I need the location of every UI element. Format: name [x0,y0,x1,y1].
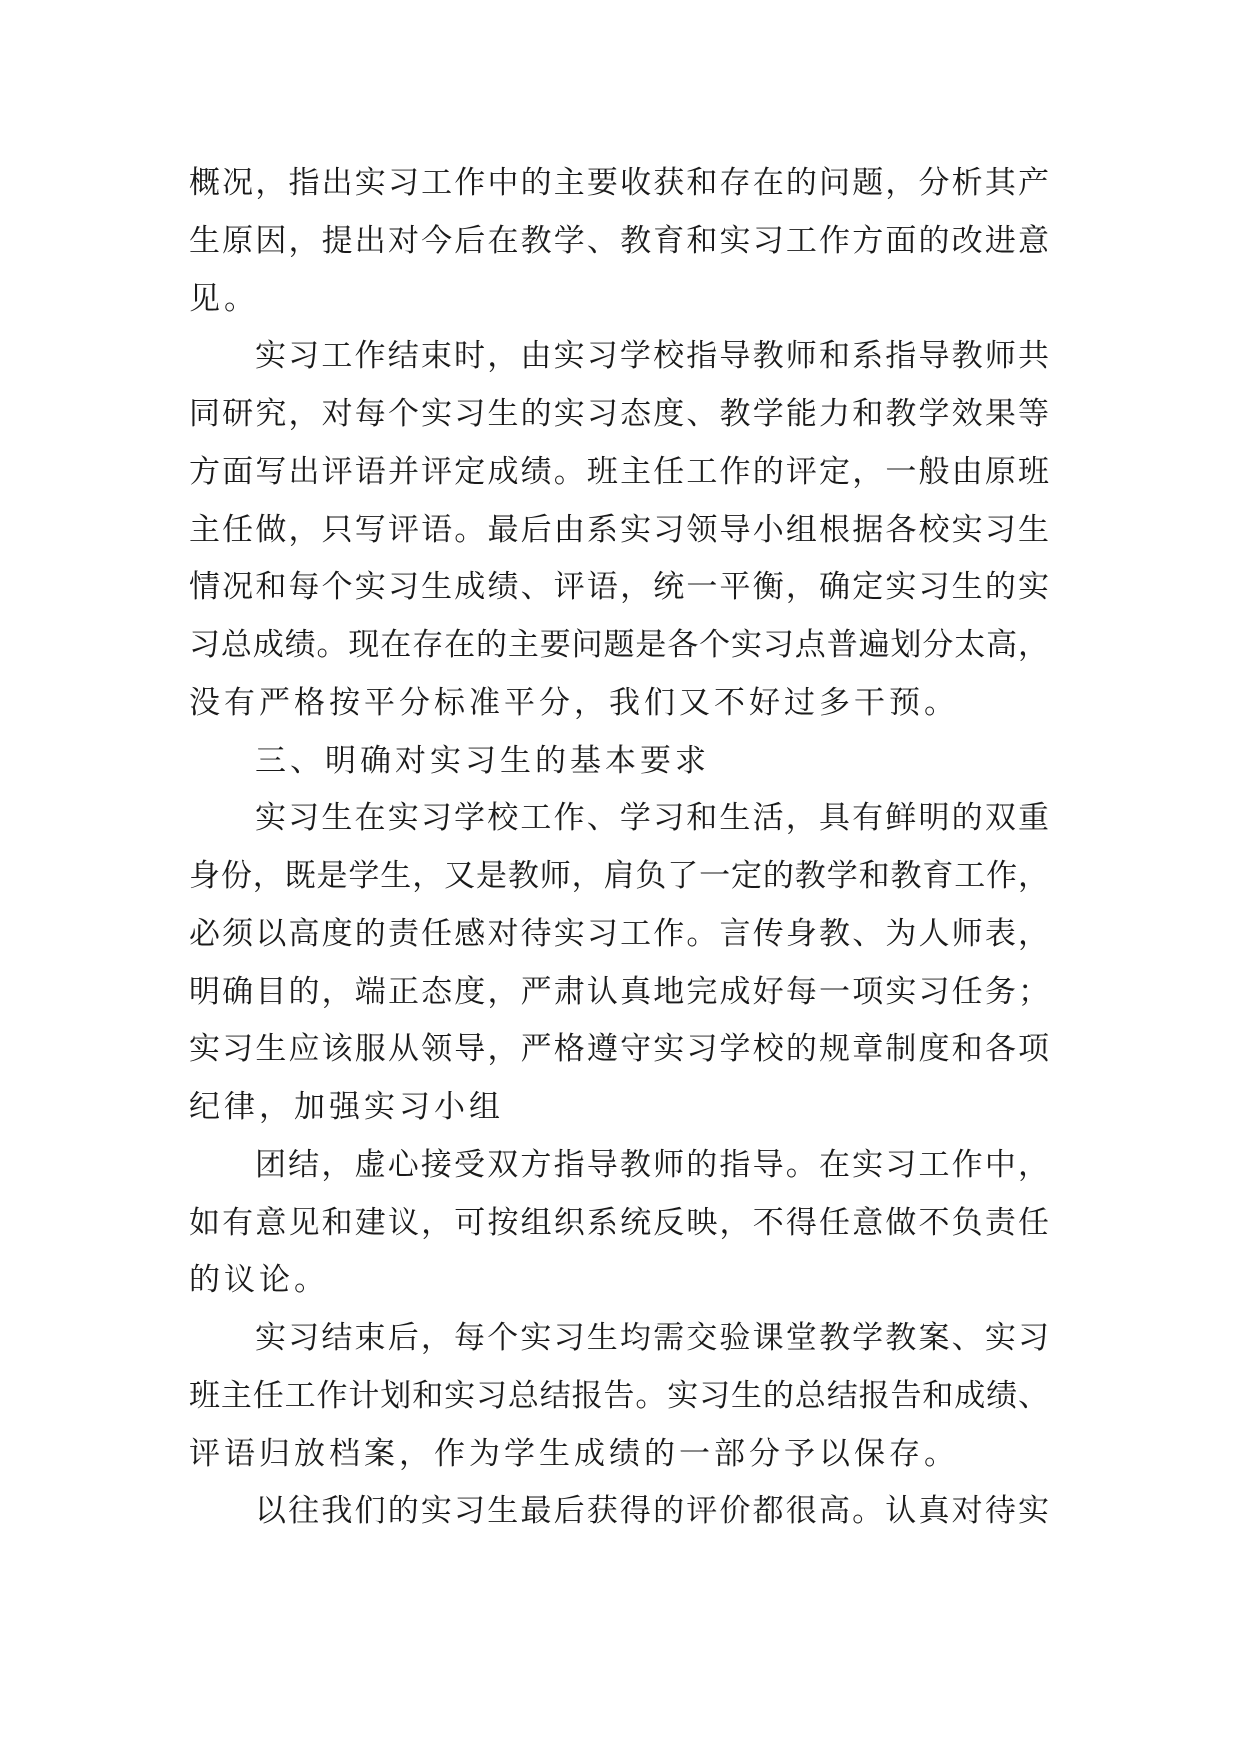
paragraph-start-line: 实习工作结束时，由实习学校指导教师和系指导教师共 [255,338,1049,375]
text-line: 同研究，对每个实习生的实习态度、教学能力和教学效果等 [189,396,1049,432]
text-line: 没有严格按平分标准平分，我们又不好过多干预。 [189,684,959,721]
text-line: 评语归放档案，作为学生成绩的一部分予以保存。 [189,1435,959,1472]
paragraph-start-line: 团结，虚心接受双方指导教师的指导。在实习工作中， [255,1146,1049,1183]
text-line: 如有意见和建议，可按组织系统反映，不得任意做不负责任 [189,1204,1049,1241]
text-line: 班主任工作计划和实习总结报告。实习生的总结报告和成绩、 [189,1377,1049,1414]
paragraph-start-line: 实习生在实习学校工作、学习和生活，具有鲜明的双重 [255,800,1049,837]
text-line: 的议论。 [189,1262,329,1299]
text-line: 概况，指出实习工作中的主要收获和存在的问题，分析其产 [189,165,1049,201]
section-heading: 三、明确对实习生的基本要求 [255,742,710,779]
text-line: 实习生应该服从领导，严格遵守实习学校的规章制度和各项 [189,1031,1049,1068]
text-line: 习总成绩。现在存在的主要问题是各个实习点普遍划分太高， [189,627,1049,663]
text-line: 方面写出评语并评定成绩。班主任工作的评定，一般由原班 [189,453,1049,490]
text-line: 见。 [189,280,259,317]
text-line: 纪律，加强实习小组 [189,1089,504,1125]
paragraph-start-line: 实习结束后，每个实习生均需交验课堂教学教案、实习 [255,1320,1049,1356]
text-line: 主任做，只写评语。最后由系实习领导小组根据各校实习生 [189,511,1049,548]
text-line: 生原因，提出对今后在教学、教育和实习工作方面的改进意 [189,222,1049,259]
text-line: 身份，既是学生，又是教师，肩负了一定的教学和教育工作， [189,858,1049,894]
text-line: 必须以高度的责任感对待实习工作。言传身教、为人师表， [189,915,1049,952]
paragraph-start-line: 以往我们的实习生最后获得的评价都很高。认真对待实 [255,1493,1049,1530]
text-line: 明确目的，端正态度，严肃认真地完成好每一项实习任务； [189,973,1049,1010]
text-line: 情况和每个实习生成绩、评语，统一平衡，确定实习生的实 [189,569,1049,606]
document-body [189,155,1049,1541]
